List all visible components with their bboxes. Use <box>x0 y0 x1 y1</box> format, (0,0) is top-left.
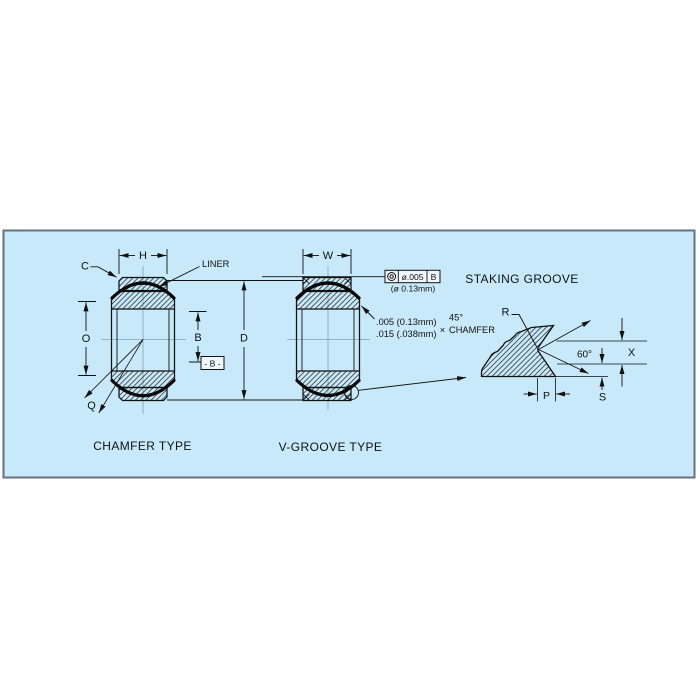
datum-b-label: - B - <box>204 358 221 369</box>
w-dim-label: W <box>322 250 334 262</box>
chamfer-callout-line1: .005 (0.13mm) <box>376 317 437 327</box>
fcf-tolerance-value: ø.005 <box>401 272 424 282</box>
r-dim-label: R <box>501 306 510 319</box>
vgroove-type-title: V-GROOVE TYPE <box>278 440 383 454</box>
x-dim-label: X <box>627 347 636 359</box>
b-dim-label: B <box>194 332 202 344</box>
ball-bottom-section <box>297 371 360 388</box>
staking-groove-title: STAKING GROOVE <box>465 272 579 286</box>
ball-bottom-section <box>112 371 175 388</box>
chamfer-type-title: CHAMFER TYPE <box>93 439 192 453</box>
h-dim-label: H <box>139 250 147 262</box>
p-dim-label: P <box>542 389 551 402</box>
o-dim-label: O <box>81 333 91 345</box>
ball-top-section <box>297 292 360 310</box>
liner-label: LINER <box>202 259 230 269</box>
chamfer-callout-angle: 45° <box>449 312 464 323</box>
q-dim-label: Q <box>87 400 96 412</box>
feature-control-frame <box>385 270 440 282</box>
chamfer-callout-multiply: × <box>439 325 446 335</box>
chamfer-callout-word: CHAMFER <box>449 325 495 335</box>
s-dim-label: S <box>598 391 607 404</box>
groove-angle-label: 60° <box>576 349 593 361</box>
fcf-datum-ref: B <box>430 272 437 282</box>
d-dim-label: D <box>240 332 248 345</box>
fcf-metric-value: (ø 0.13mm) <box>390 283 436 294</box>
c-dim-label: C <box>81 260 89 273</box>
ball-top-section <box>112 292 175 310</box>
chamfer-callout-line2: .015 (.038mm) <box>376 329 437 339</box>
